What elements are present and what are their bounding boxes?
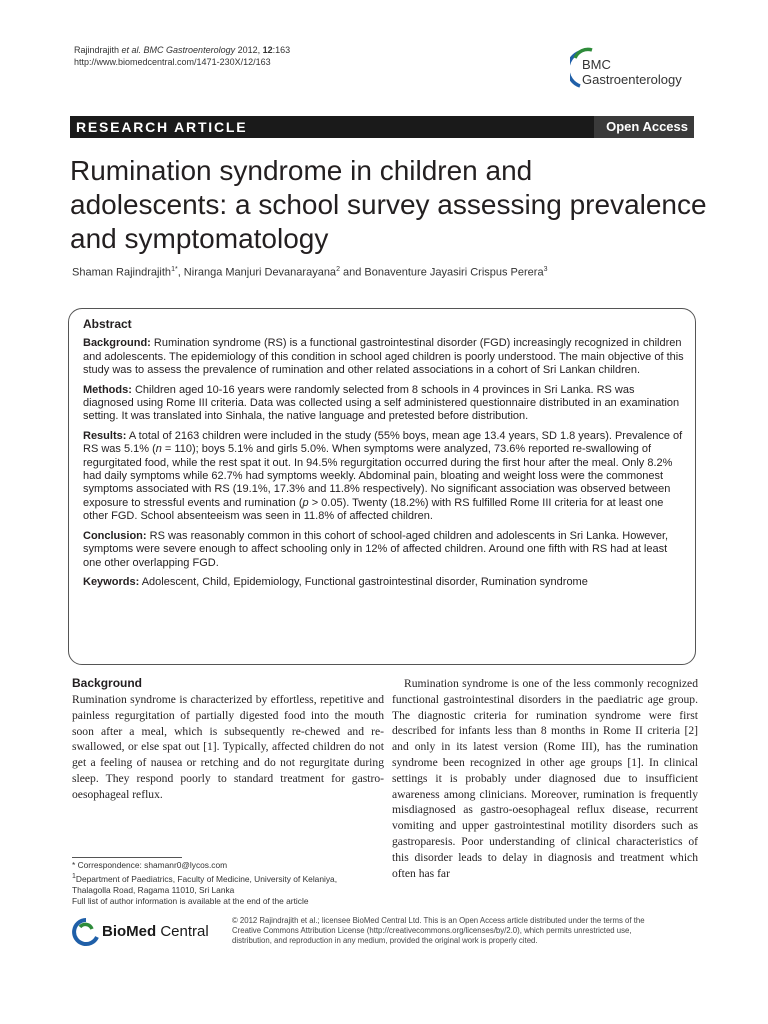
license-line: © 2012 Rajindrajith et al.; licensee BioMed Central Ltd. This is an Open Access article distributed under the terms of the bbox=[232, 916, 645, 925]
body-column-left bbox=[72, 676, 384, 803]
biomed-swirl-icon bbox=[72, 917, 100, 947]
body-paragraph: Rumination syndrome is characterized by effortless, repetitive and painless regurgitation of partially digested food into the mouth soon after a meal, which is subsequently re-chewed and re-swallowed, or else spat out [1]. Typically, affected children do not get a feeling of nausea or retching and do not regurgitate during sleep. They respond poorly to standard treatment for gastro-oesophageal reflux. bbox=[72, 693, 384, 801]
author-list bbox=[72, 263, 712, 280]
author-name: , Niranga Manjuri Devanarayana bbox=[177, 266, 337, 279]
background-heading: Background bbox=[72, 676, 143, 690]
author-affiliation-mark: 2 bbox=[336, 266, 340, 273]
biomed-central-logo bbox=[72, 917, 232, 949]
footnote-divider bbox=[72, 857, 182, 858]
section-label: Keywords: bbox=[83, 575, 140, 588]
section-label: Conclusion: bbox=[83, 529, 147, 542]
citation-etal: et al. bbox=[121, 45, 142, 55]
citation-line bbox=[74, 44, 290, 56]
section-label: Results: bbox=[83, 429, 127, 442]
section-text: Rumination syndrome (RS) is a functional gastrointestinal disorder (FGD) increasingly recognized in children and adolescents. The epidemiology of this condition in school aged children is poorly understood. The main objective of this study was to assess the prevalence of rumination and other related associations in a cohort of Sri Lankan children. bbox=[83, 337, 684, 377]
logo-journal-text: Gastroenterology bbox=[582, 72, 682, 87]
citation-page: :163 bbox=[272, 45, 291, 55]
abstract-results bbox=[83, 430, 687, 524]
section-text: A total of 2163 children were included in the study (55% boys, mean age 13.4 years, SD 1.8 years). Prevalence of RS was 5.1% ( bbox=[83, 429, 683, 456]
section-label: Methods: bbox=[83, 383, 132, 396]
article-type-banner bbox=[70, 116, 694, 138]
research-article-label: RESEARCH ARTICLE bbox=[76, 119, 248, 135]
body-paragraph: Rumination syndrome is one of the less commonly recognized functional gastrointestinal disorders in the paediatric age group. The diagnostic criteria for rumination syndrome were first described for infants less than 8 months in Rome II criteria [2] and only in its latest version (Rome III), has the rumination syndrome been recognized in other age groups [1]. In clinical settings it is probably under diagnosed due to insufficient awareness among clinicians. Moreover, rumination is frequently misdiagnosed as gastro-oesophageal reflux disease, recurrent vomiting and upper gastrointestinal motility disorders such as gastroparesis. Poor understanding of clinical characteristics of this disorder leads to delay in diagnosis and treatment which often has far bbox=[392, 677, 698, 880]
title-line: Rumination syndrome in children and bbox=[70, 155, 533, 186]
open-access-badge: Open Access bbox=[594, 116, 694, 138]
abstract-methods bbox=[83, 384, 687, 424]
section-text: RS was reasonably common in this cohort of school-aged children and adolescents in Sri Lanka. However, symptoms were severe enough to affect schooling only in 12% of affected children. Around one fifth with RS had at least one other overlapping FGD. bbox=[83, 529, 669, 569]
title-line: and symptomatology bbox=[70, 223, 329, 254]
author-info-note: Full list of author information is available at the end of the article bbox=[72, 896, 309, 907]
italic-n: n bbox=[155, 443, 162, 456]
citation-header bbox=[74, 44, 290, 68]
wordmark-central: Central bbox=[156, 923, 209, 940]
footnotes bbox=[72, 860, 384, 908]
body-column-right bbox=[392, 676, 698, 881]
section-text: > 0.05). Twenty (18.2%) with RS fulfilled Rome III criteria for at least one other FGD. School absenteeism was seen in 11.8% of affected children. bbox=[83, 496, 664, 523]
correspondence-note: * Correspondence: shamanr0@lycos.com bbox=[72, 860, 228, 870]
license-notice bbox=[232, 916, 698, 947]
citation-authors: Rajindrajith bbox=[74, 45, 122, 55]
article-title bbox=[70, 154, 710, 256]
abstract-box bbox=[68, 308, 696, 665]
title-line: adolescents: a school survey assessing prevalence bbox=[70, 189, 707, 220]
citation-year: 2012, bbox=[235, 45, 263, 55]
italic-p: p bbox=[302, 496, 309, 509]
biomed-wordmark bbox=[102, 923, 209, 941]
abstract-heading: Abstract bbox=[83, 317, 132, 331]
license-line: distribution, and reproduction in any medium, provided the original work is properly cited. bbox=[232, 936, 538, 946]
author-name: and Bonaventure Jayasiri Crispus Perera bbox=[339, 266, 544, 279]
affiliation-line: Department of Paediatrics, Faculty of Medicine, University of Kelaniya, bbox=[75, 874, 338, 884]
citation-volume: 12 bbox=[262, 45, 273, 55]
author-name: Shaman Rajindrajith bbox=[72, 266, 172, 279]
section-text: = 110); boys 5.1% and girls 5.0%. When symptoms were analyzed, 73.6% reported re-swallowing of regurgitated food, while the rest spat it out. In 94.5% regurgitation occurred during the first hour after the meal. Only 8.2% had daily symptoms while 62.7% had symptoms weekly. Abdominal pain, bloating and weight loss were the commonest symptoms associated with RS (19.1%, 17.3% and 11.8% respectively). No significant association was observed between exposure to stressful events and rumination ( bbox=[83, 443, 673, 509]
logo-bmc-text: BMC bbox=[582, 57, 611, 72]
author-affiliation-mark: 3 bbox=[543, 266, 548, 273]
license-line: Creative Commons Attribution License (http://creativecommons.org/licenses/by/2.0), which permits unrestricted use, bbox=[232, 926, 632, 936]
author-affiliation-mark: 1* bbox=[171, 266, 178, 273]
wordmark-biomed: BioMed bbox=[102, 923, 157, 940]
bmc-gastroenterology-logo bbox=[570, 42, 700, 96]
abstract-background bbox=[83, 337, 687, 377]
affiliation-mark: 1 bbox=[72, 873, 76, 881]
affiliation-line: Thalagolla Road, Ragama 11010, Sri Lanka bbox=[72, 885, 235, 896]
abstract-keywords bbox=[83, 576, 687, 589]
section-text: Adolescent, Child, Epidemiology, Functional gastrointestinal disorder, Rumination syndrome bbox=[139, 575, 588, 588]
section-label: Background: bbox=[83, 337, 151, 350]
abstract-conclusion bbox=[83, 530, 687, 570]
affiliation-note bbox=[72, 871, 384, 885]
citation-journal: BMC Gastroenterology bbox=[141, 45, 236, 55]
article-url[interactable]: http://www.biomedcentral.com/1471-230X/12/163 bbox=[74, 57, 271, 67]
section-text: Children aged 10-16 years were randomly selected from 8 schools in 4 provinces in Sri Lanka. RS was diagnosed using Rome III criteria. Data was collected using a self administered questionnaire distributed in an examination setting. It was translated into Sinhala, the native language and pretested before distribution. bbox=[83, 383, 680, 423]
